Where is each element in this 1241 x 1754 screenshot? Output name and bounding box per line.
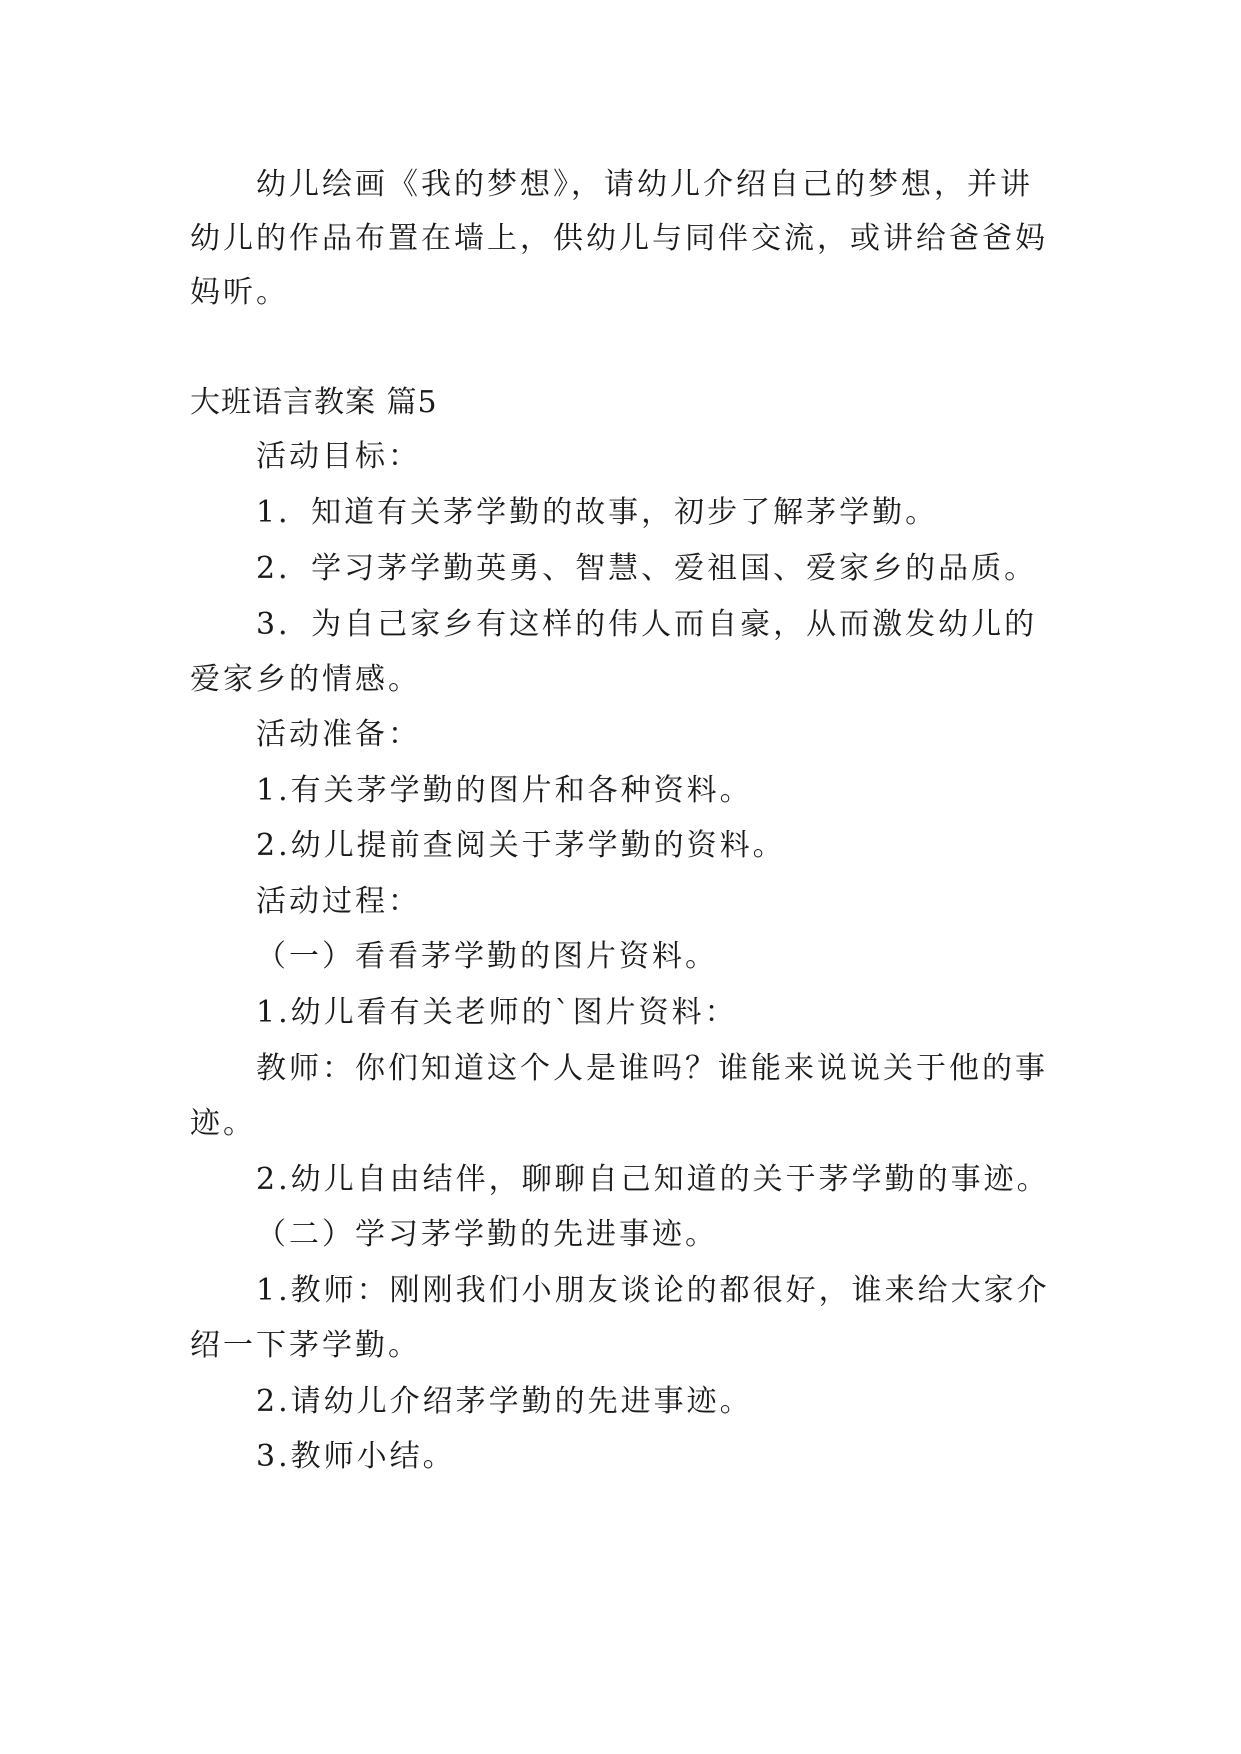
list-item: 1.有关茅学勤的图片和各种资料。 [256, 773, 753, 808]
list-item: 2．学习茅学勤英勇、智慧、爱祖国、爱家乡的品质。 [256, 551, 1038, 586]
subheading: 活动准备： [256, 717, 421, 752]
list-item: 1.教师：刚刚我们小朋友谈论的都很好，谁来给大家介 [256, 1273, 1050, 1308]
paragraph-line: 爱家乡的情感。 [190, 662, 421, 697]
step-heading: （一）看看茅学勤的图片资料。 [256, 939, 718, 974]
subheading: 活动目标： [256, 439, 421, 474]
subheading: 活动过程： [256, 884, 421, 919]
list-item: 2.幼儿提前查阅关于茅学勤的资料。 [256, 828, 786, 863]
list-item: 2.幼儿自由结伴，聊聊自己知道的关于茅学勤的事迹。 [256, 1162, 1050, 1197]
paragraph-line: 迹。 [190, 1106, 256, 1141]
list-item: 1．知道有关茅学勤的故事，初步了解茅学勤。 [256, 495, 939, 530]
paragraph-line: 妈听。 [190, 275, 289, 310]
list-item: 3．为自己家乡有这样的伟人而自豪，从而激发幼儿的 [256, 607, 1038, 642]
paragraph-line: 绍一下茅学勤。 [190, 1328, 421, 1363]
list-item: 2.请幼儿介绍茅学勤的先进事迹。 [256, 1384, 753, 1419]
list-item: 1.幼儿看有关老师的`图片资料： [256, 995, 738, 1030]
paragraph-line: 幼儿绘画《我的梦想》，请幼儿介绍自己的梦想，并讲 [256, 167, 1033, 202]
step-heading: （二）学习茅学勤的先进事迹。 [256, 1217, 718, 1252]
section-heading: 大班语言教案 篇5 [190, 385, 438, 420]
paragraph-line: 幼儿的作品布置在墙上，供幼儿与同伴交流，或讲给爸爸妈 [190, 221, 1048, 256]
list-item: 3.教师小结。 [256, 1439, 456, 1474]
paragraph-line: 教师：你们知道这个人是谁吗？谁能来说说关于他的事 [256, 1051, 1048, 1086]
